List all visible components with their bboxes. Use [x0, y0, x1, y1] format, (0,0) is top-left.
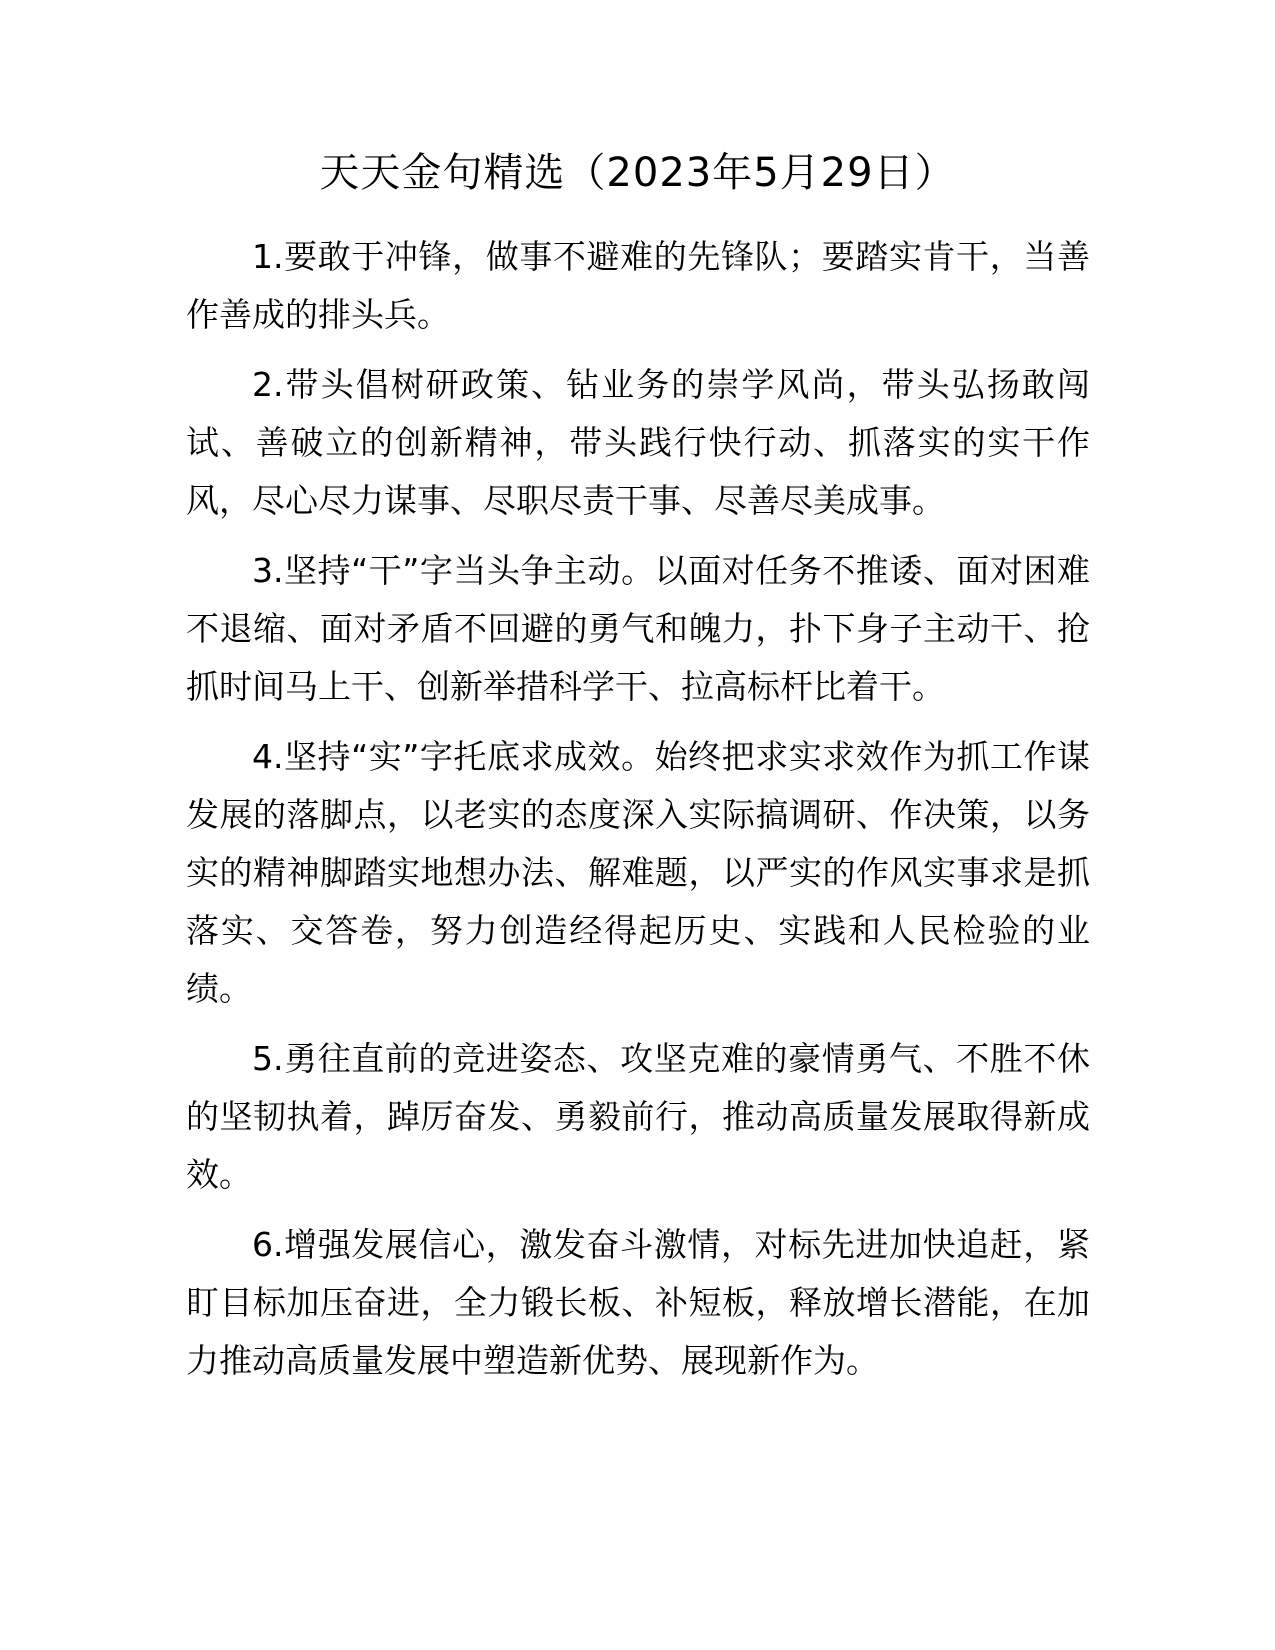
paragraph-2: 2.带头倡树研政策、钻业务的崇学风尚，带头弘扬敢闯试、善破立的创新精神，带头践行快行动、抓落实的实干作风，尽心尽力谋事、尽职尽责干事、尽善尽美成事。 — [186, 365, 1090, 520]
paragraph-4: 4.坚持“实”字托底求成效。始终把求实求效作为抓工作谋发展的落脚点，以老实的态度深入实际搞调研、作决策，以务实的精神脚踏实地想办法、解难题，以严实的作风实事求是抓落实、交答卷，努力创造经得起历史、实践和人民检验的业绩。 — [186, 737, 1090, 1008]
document-body — [186, 228, 1090, 1402]
paragraph-3: 3.坚持“干”字当头争主动。以面对任务不推诿、面对困难不退缩、面对矛盾不回避的勇气和魄力，扑下身子主动干、抢抓时间马上干、创新举措科学干、拉高标杆比着干。 — [186, 551, 1090, 706]
paragraph-6: 6.增强发展信心，激发奋斗激情，对标先进加快追赶，紧盯目标加压奋进，全力锻长板、补短板，释放增长潜能，在加力推动高质量发展中塑造新优势、展现新作为。 — [186, 1225, 1090, 1380]
paragraph-1: 1.要敢于冲锋，做事不避难的先锋队；要踏实肯干，当善作善成的排头兵。 — [186, 237, 1090, 334]
document-title: 天天金句精选（2023年5月29日） — [319, 150, 956, 196]
paragraph-5: 5.勇往直前的竞进姿态、攻坚克难的豪情勇气、不胜不休的坚韧执着，踔厉奋发、勇毅前行，推动高质量发展取得新成效。 — [186, 1039, 1090, 1194]
